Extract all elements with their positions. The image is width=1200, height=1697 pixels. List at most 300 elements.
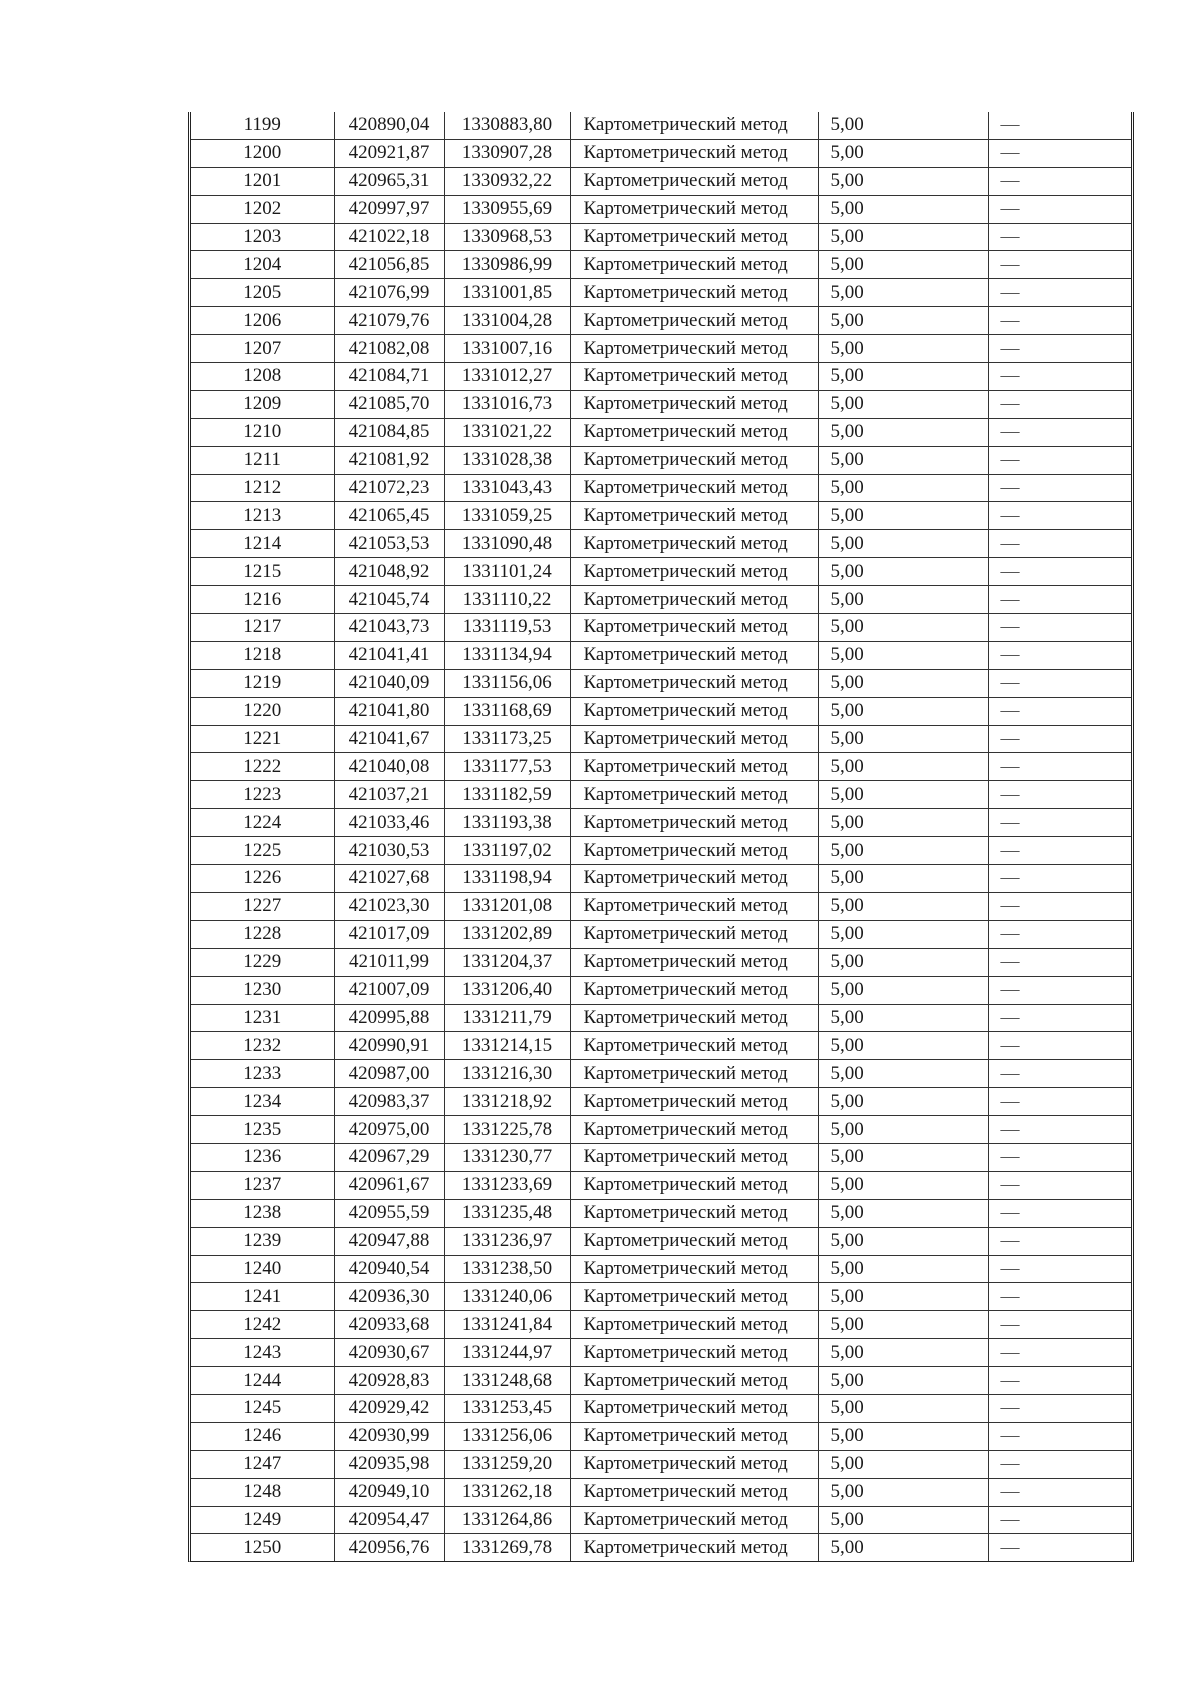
y-coordinate-cell: 1331004,28 [444,307,570,335]
accuracy-cell: 5,00 [818,614,988,642]
accuracy-cell: 5,00 [818,167,988,195]
x-coordinate-cell: 420997,97 [334,195,444,223]
method-cell: Картометрический метод [570,363,818,391]
accuracy-cell: 5,00 [818,1367,988,1395]
y-coordinate-cell: 1331043,43 [444,474,570,502]
description-cell: — [988,809,1131,837]
description-cell: — [988,976,1131,1004]
description-cell: — [988,892,1131,920]
accuracy-cell: 5,00 [818,251,988,279]
point-number-cell: 1214 [191,530,334,558]
y-coordinate-cell: 1330986,99 [444,251,570,279]
point-number-cell: 1220 [191,697,334,725]
description-cell: — [988,307,1131,335]
y-coordinate-cell: 1331211,79 [444,1004,570,1032]
method-cell: Картометрический метод [570,139,818,167]
y-coordinate-cell: 1331269,78 [444,1534,570,1561]
table-row [191,112,1131,139]
accuracy-cell: 5,00 [818,1116,988,1144]
method-cell: Картометрический метод [570,892,818,920]
accuracy-cell: 5,00 [818,837,988,865]
accuracy-cell: 5,00 [818,1060,988,1088]
table-row [191,1311,1131,1339]
y-coordinate-cell: 1330955,69 [444,195,570,223]
method-cell: Картометрический метод [570,195,818,223]
table-row [191,530,1131,558]
x-coordinate-cell: 420928,83 [334,1367,444,1395]
y-coordinate-cell: 1331090,48 [444,530,570,558]
table-row [191,1367,1131,1395]
point-number-cell: 1241 [191,1283,334,1311]
description-cell: — [988,1255,1131,1283]
y-coordinate-cell: 1331168,69 [444,697,570,725]
description-cell: — [988,474,1131,502]
x-coordinate-cell: 421048,92 [334,558,444,586]
y-coordinate-cell: 1330932,22 [444,167,570,195]
description-cell: — [988,697,1131,725]
description-cell: — [988,1199,1131,1227]
y-coordinate-cell: 1331204,37 [444,948,570,976]
accuracy-cell: 5,00 [818,697,988,725]
method-cell: Картометрический метод [570,1283,818,1311]
table-row [191,725,1131,753]
description-cell: — [988,446,1131,474]
y-coordinate-cell: 1331264,86 [444,1506,570,1534]
point-number-cell: 1206 [191,307,334,335]
accuracy-cell: 5,00 [818,1171,988,1199]
x-coordinate-cell: 420921,87 [334,139,444,167]
table-row [191,418,1131,446]
table-row [191,865,1131,893]
method-cell: Картометрический метод [570,167,818,195]
table-row [191,251,1131,279]
y-coordinate-cell: 1331216,30 [444,1060,570,1088]
table-row [191,948,1131,976]
point-number-cell: 1239 [191,1227,334,1255]
accuracy-cell: 5,00 [818,1255,988,1283]
method-cell: Картометрический метод [570,1255,818,1283]
accuracy-cell: 5,00 [818,586,988,614]
method-cell: Картометрический метод [570,1367,818,1395]
method-cell: Картометрический метод [570,1506,818,1534]
method-cell: Картометрический метод [570,223,818,251]
accuracy-cell: 5,00 [818,1004,988,1032]
x-coordinate-cell: 420933,68 [334,1311,444,1339]
y-coordinate-cell: 1331235,48 [444,1199,570,1227]
accuracy-cell: 5,00 [818,335,988,363]
method-cell: Картометрический метод [570,1311,818,1339]
x-coordinate-cell: 420983,37 [334,1088,444,1116]
point-number-cell: 1229 [191,948,334,976]
description-cell: — [988,1534,1131,1561]
accuracy-cell: 5,00 [818,669,988,697]
x-coordinate-cell: 420967,29 [334,1143,444,1171]
description-cell: — [988,1227,1131,1255]
point-number-cell: 1232 [191,1032,334,1060]
y-coordinate-cell: 1331198,94 [444,865,570,893]
x-coordinate-cell: 421027,68 [334,865,444,893]
accuracy-cell: 5,00 [818,1032,988,1060]
method-cell: Картометрический метод [570,112,818,139]
accuracy-cell: 5,00 [818,112,988,139]
table-row [191,1506,1131,1534]
point-number-cell: 1201 [191,167,334,195]
x-coordinate-cell: 420935,98 [334,1450,444,1478]
x-coordinate-cell: 421084,85 [334,418,444,446]
x-coordinate-cell: 421037,21 [334,781,444,809]
description-cell: — [988,195,1131,223]
description-cell: — [988,335,1131,363]
method-cell: Картометрический метод [570,1060,818,1088]
method-cell: Картометрический метод [570,837,818,865]
point-number-cell: 1230 [191,976,334,1004]
method-cell: Картометрический метод [570,865,818,893]
x-coordinate-cell: 421023,30 [334,892,444,920]
accuracy-cell: 5,00 [818,809,988,837]
table-row [191,697,1131,725]
x-coordinate-cell: 421085,70 [334,390,444,418]
x-coordinate-cell: 420930,67 [334,1339,444,1367]
coordinates-table [191,112,1131,1561]
table-row [191,1032,1131,1060]
method-cell: Картометрический метод [570,1478,818,1506]
description-cell: — [988,837,1131,865]
x-coordinate-cell: 420956,76 [334,1534,444,1561]
table-row [191,1004,1131,1032]
table-row [191,1227,1131,1255]
y-coordinate-cell: 1330883,80 [444,112,570,139]
description-cell: — [988,112,1131,139]
description-cell: — [988,223,1131,251]
point-number-cell: 1244 [191,1367,334,1395]
accuracy-cell: 5,00 [818,139,988,167]
point-number-cell: 1217 [191,614,334,642]
description-cell: — [988,390,1131,418]
table-row [191,446,1131,474]
method-cell: Картометрический метод [570,1394,818,1422]
point-number-cell: 1228 [191,920,334,948]
y-coordinate-cell: 1331119,53 [444,614,570,642]
y-coordinate-cell: 1331021,22 [444,418,570,446]
table-row [191,1422,1131,1450]
point-number-cell: 1237 [191,1171,334,1199]
y-coordinate-cell: 1331218,92 [444,1088,570,1116]
method-cell: Картометрический метод [570,502,818,530]
description-cell: — [988,418,1131,446]
y-coordinate-cell: 1331241,84 [444,1311,570,1339]
y-coordinate-cell: 1331240,06 [444,1283,570,1311]
y-coordinate-cell: 1331236,97 [444,1227,570,1255]
point-number-cell: 1218 [191,641,334,669]
table-row [191,837,1131,865]
description-cell: — [988,251,1131,279]
method-cell: Картометрический метод [570,641,818,669]
method-cell: Картометрический метод [570,697,818,725]
y-coordinate-cell: 1331156,06 [444,669,570,697]
method-cell: Картометрический метод [570,1143,818,1171]
table-row [191,1478,1131,1506]
y-coordinate-cell: 1331110,22 [444,586,570,614]
y-coordinate-cell: 1331059,25 [444,502,570,530]
y-coordinate-cell: 1331244,97 [444,1339,570,1367]
point-number-cell: 1216 [191,586,334,614]
table-row [191,1143,1131,1171]
accuracy-cell: 5,00 [818,1311,988,1339]
method-cell: Картометрический метод [570,948,818,976]
y-coordinate-cell: 1331173,25 [444,725,570,753]
method-cell: Картометрический метод [570,251,818,279]
x-coordinate-cell: 420949,10 [334,1478,444,1506]
description-cell: — [988,1311,1131,1339]
x-coordinate-cell: 421040,08 [334,753,444,781]
description-cell: — [988,753,1131,781]
table-row [191,1171,1131,1199]
x-coordinate-cell: 421043,73 [334,614,444,642]
method-cell: Картометрический метод [570,669,818,697]
x-coordinate-cell: 421082,08 [334,335,444,363]
accuracy-cell: 5,00 [818,1199,988,1227]
description-cell: — [988,1088,1131,1116]
description-cell: — [988,1450,1131,1478]
coordinates-table-body [191,112,1131,1561]
x-coordinate-cell: 421053,53 [334,530,444,558]
y-coordinate-cell: 1331259,20 [444,1450,570,1478]
x-coordinate-cell: 420965,31 [334,167,444,195]
table-row [191,1450,1131,1478]
point-number-cell: 1223 [191,781,334,809]
method-cell: Картометрический метод [570,1227,818,1255]
description-cell: — [988,363,1131,391]
description-cell: — [988,920,1131,948]
accuracy-cell: 5,00 [818,920,988,948]
table-row [191,139,1131,167]
description-cell: — [988,614,1131,642]
x-coordinate-cell: 421007,09 [334,976,444,1004]
table-row [191,502,1131,530]
accuracy-cell: 5,00 [818,279,988,307]
point-number-cell: 1234 [191,1088,334,1116]
point-number-cell: 1238 [191,1199,334,1227]
point-number-cell: 1224 [191,809,334,837]
point-number-cell: 1250 [191,1534,334,1561]
accuracy-cell: 5,00 [818,865,988,893]
table-row [191,1199,1131,1227]
method-cell: Картометрический метод [570,1450,818,1478]
table-row [191,167,1131,195]
description-cell: — [988,948,1131,976]
table-row [191,669,1131,697]
accuracy-cell: 5,00 [818,502,988,530]
method-cell: Картометрический метод [570,586,818,614]
description-cell: — [988,1116,1131,1144]
accuracy-cell: 5,00 [818,1478,988,1506]
description-cell: — [988,1032,1131,1060]
x-coordinate-cell: 421041,80 [334,697,444,725]
method-cell: Картометрический метод [570,781,818,809]
table-row [191,223,1131,251]
method-cell: Картометрический метод [570,530,818,558]
accuracy-cell: 5,00 [818,892,988,920]
method-cell: Картометрический метод [570,558,818,586]
method-cell: Картометрический метод [570,753,818,781]
point-number-cell: 1243 [191,1339,334,1367]
method-cell: Картометрический метод [570,446,818,474]
table-row [191,1534,1131,1561]
accuracy-cell: 5,00 [818,390,988,418]
method-cell: Картометрический метод [570,1534,818,1561]
description-cell: — [988,669,1131,697]
x-coordinate-cell: 420987,00 [334,1060,444,1088]
description-cell: — [988,781,1131,809]
x-coordinate-cell: 421022,18 [334,223,444,251]
accuracy-cell: 5,00 [818,530,988,558]
accuracy-cell: 5,00 [818,976,988,1004]
y-coordinate-cell: 1331206,40 [444,976,570,1004]
table-row [191,363,1131,391]
accuracy-cell: 5,00 [818,446,988,474]
method-cell: Картометрический метод [570,809,818,837]
accuracy-cell: 5,00 [818,725,988,753]
description-cell: — [988,725,1131,753]
method-cell: Картометрический метод [570,307,818,335]
point-number-cell: 1248 [191,1478,334,1506]
method-cell: Картометрический метод [570,976,818,1004]
y-coordinate-cell: 1331177,53 [444,753,570,781]
method-cell: Картометрический метод [570,279,818,307]
x-coordinate-cell: 420990,91 [334,1032,444,1060]
method-cell: Картометрический метод [570,1088,818,1116]
point-number-cell: 1225 [191,837,334,865]
method-cell: Картометрический метод [570,1116,818,1144]
x-coordinate-cell: 421040,09 [334,669,444,697]
accuracy-cell: 5,00 [818,363,988,391]
table-row [191,390,1131,418]
method-cell: Картометрический метод [570,920,818,948]
accuracy-cell: 5,00 [818,474,988,502]
x-coordinate-cell: 421045,74 [334,586,444,614]
point-number-cell: 1249 [191,1506,334,1534]
y-coordinate-cell: 1331012,27 [444,363,570,391]
point-number-cell: 1235 [191,1116,334,1144]
accuracy-cell: 5,00 [818,1534,988,1561]
accuracy-cell: 5,00 [818,1450,988,1478]
x-coordinate-cell: 421056,85 [334,251,444,279]
x-coordinate-cell: 420936,30 [334,1283,444,1311]
method-cell: Картометрический метод [570,418,818,446]
x-coordinate-cell: 420929,42 [334,1394,444,1422]
table-row [191,586,1131,614]
accuracy-cell: 5,00 [818,1339,988,1367]
table-row [191,195,1131,223]
point-number-cell: 1213 [191,502,334,530]
point-number-cell: 1231 [191,1004,334,1032]
y-coordinate-cell: 1331016,73 [444,390,570,418]
x-coordinate-cell: 421079,76 [334,307,444,335]
point-number-cell: 1221 [191,725,334,753]
y-coordinate-cell: 1331007,16 [444,335,570,363]
x-coordinate-cell: 420954,47 [334,1506,444,1534]
y-coordinate-cell: 1331197,02 [444,837,570,865]
x-coordinate-cell: 420930,99 [334,1422,444,1450]
x-coordinate-cell: 420947,88 [334,1227,444,1255]
description-cell: — [988,1339,1131,1367]
table-row [191,753,1131,781]
table-row [191,1116,1131,1144]
description-cell: — [988,586,1131,614]
y-coordinate-cell: 1331262,18 [444,1478,570,1506]
y-coordinate-cell: 1331101,24 [444,558,570,586]
accuracy-cell: 5,00 [818,558,988,586]
point-number-cell: 1203 [191,223,334,251]
description-cell: — [988,1004,1131,1032]
table-row [191,335,1131,363]
table-row [191,1339,1131,1367]
point-number-cell: 1200 [191,139,334,167]
table-row [191,1088,1131,1116]
point-number-cell: 1210 [191,418,334,446]
y-coordinate-cell: 1331238,50 [444,1255,570,1283]
accuracy-cell: 5,00 [818,1283,988,1311]
table-row [191,641,1131,669]
y-coordinate-cell: 1331214,15 [444,1032,570,1060]
table-row [191,781,1131,809]
accuracy-cell: 5,00 [818,1088,988,1116]
table-row [191,279,1131,307]
accuracy-cell: 5,00 [818,195,988,223]
description-cell: — [988,558,1131,586]
x-coordinate-cell: 420961,67 [334,1171,444,1199]
point-number-cell: 1211 [191,446,334,474]
description-cell: — [988,167,1131,195]
x-coordinate-cell: 421033,46 [334,809,444,837]
y-coordinate-cell: 1331182,59 [444,781,570,809]
description-cell: — [988,1367,1131,1395]
y-coordinate-cell: 1331202,89 [444,920,570,948]
x-coordinate-cell: 421076,99 [334,279,444,307]
description-cell: — [988,1422,1131,1450]
point-number-cell: 1222 [191,753,334,781]
table-row [191,809,1131,837]
description-cell: — [988,1478,1131,1506]
table-row [191,1060,1131,1088]
table-row [191,976,1131,1004]
method-cell: Картометрический метод [570,390,818,418]
method-cell: Картометрический метод [570,1171,818,1199]
point-number-cell: 1204 [191,251,334,279]
accuracy-cell: 5,00 [818,948,988,976]
x-coordinate-cell: 421011,99 [334,948,444,976]
method-cell: Картометрический метод [570,474,818,502]
y-coordinate-cell: 1330907,28 [444,139,570,167]
description-cell: — [988,1143,1131,1171]
method-cell: Картометрический метод [570,1422,818,1450]
table-row [191,1255,1131,1283]
y-coordinate-cell: 1331248,68 [444,1367,570,1395]
table-row [191,307,1131,335]
point-number-cell: 1209 [191,390,334,418]
point-number-cell: 1245 [191,1394,334,1422]
point-number-cell: 1240 [191,1255,334,1283]
coordinates-table-frame [188,112,1134,1562]
x-coordinate-cell: 420890,04 [334,112,444,139]
accuracy-cell: 5,00 [818,223,988,251]
point-number-cell: 1199 [243,114,281,136]
y-coordinate-cell: 1331253,45 [444,1394,570,1422]
accuracy-cell: 5,00 [818,1422,988,1450]
method-cell: Картометрический метод [570,725,818,753]
x-coordinate-cell: 421072,23 [334,474,444,502]
point-number-cell: 1219 [191,669,334,697]
